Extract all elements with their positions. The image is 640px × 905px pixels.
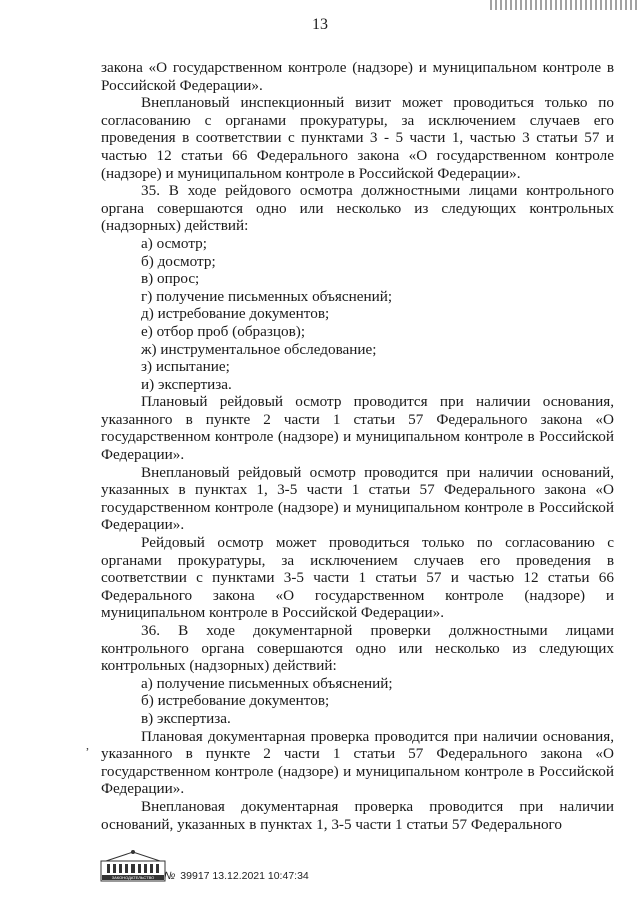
document-body (101, 59, 614, 833)
paragraph: Внеплановый инспекционный визит может проводиться только по согласованию с органами прокуратуры, за исключением случаев его проведения в соответствии с пунктами 3 - 5 части 1, частью 3 статьи 57 и частью 12 статьи 66 Федерального закона «О государственном контроле (надзоре) и муниципальном контроле в Российской Федерации». (101, 94, 614, 182)
list-item: и) экспертиза. (141, 375, 232, 393)
paragraph: Внеплановая документарная проверка проводится при наличии оснований, указанных в пунктах 1, 3-5 части 1 статьи 57 Федерального (101, 797, 614, 833)
list-item: б) истребование документов; (141, 692, 330, 710)
legislature-building-icon (100, 848, 166, 882)
paragraph: Внеплановый рейдовый осмотр проводится при наличии оснований, указанных в пунктах 1, 3-5 части 1 статьи 57 Федерального закона «О государственном контроле (надзоре) и муниципальном контроле в Российской Федерации». (101, 463, 614, 534)
paragraph: закона «О государственном контроле (надзоре) и муниципальном контроле в Российской Федерации». (101, 59, 614, 94)
list-item: е) отбор проб (образцов); (141, 322, 306, 340)
list-item: г) получение письменных объяснений; (141, 287, 393, 305)
list-item: з) испытание; (141, 358, 230, 376)
margin-mark: , (86, 738, 89, 752)
paragraph: 36. В ходе документарной проверки должностными лицами контрольного органа совершаются одно или несколько из следующих контрольных (надзорных) действий: (101, 622, 614, 675)
paragraph: Плановый рейдовый осмотр проводится при наличии основания, указанного в пункте 2 части 1 статьи 57 Федерального закона «О государственном контроле (надзоре) и муниципальном контроле в Российской Федерации». (101, 393, 614, 464)
registration-stamp-text: 39917 13.12.2021 10:47:34 (180, 870, 309, 882)
list-item: а) получение письменных объяснений; (141, 674, 393, 692)
paragraph: Рейдовый осмотр может проводиться только по согласованию с органами прокуратуры, за исключением случаев его проведения в соответствии с пунктами 3-5 части 1 статьи 57 и частью 12 статьи 66 Федерального закона «О государственном контроле (надзоре) и муниципальном контроле в Российской Федерации». (101, 534, 614, 622)
list-item: ж) инструментальное обследование; (141, 340, 377, 358)
list-item: а) осмотр; (141, 234, 207, 252)
registration-stamp (164, 870, 309, 882)
list-item: б) досмотр; (141, 252, 216, 270)
list-item: д) истребование документов; (141, 305, 330, 323)
number-symbol: № (164, 870, 176, 882)
list-item: в) опрос; (141, 270, 200, 288)
logo-text: ЗАКОНОДАТЕЛЬСТВО (111, 875, 155, 880)
paragraph: Плановая документарная проверка проводится при наличии основания, указанного в пункте 2 части 1 статьи 57 Федерального закона «О государственном контроле (надзоре) и муниципальном контроле в Российской Федерации». (101, 727, 614, 798)
page-number: 13 (312, 16, 328, 33)
scan-artifact (490, 0, 640, 10)
list-item: в) экспертиза. (141, 709, 231, 727)
paragraph: 35. В ходе рейдового осмотра должностными лицами контрольного органа совершаются одно или несколько из следующих контрольных (надзорных) действий: (101, 182, 614, 235)
document-footer (100, 848, 620, 888)
